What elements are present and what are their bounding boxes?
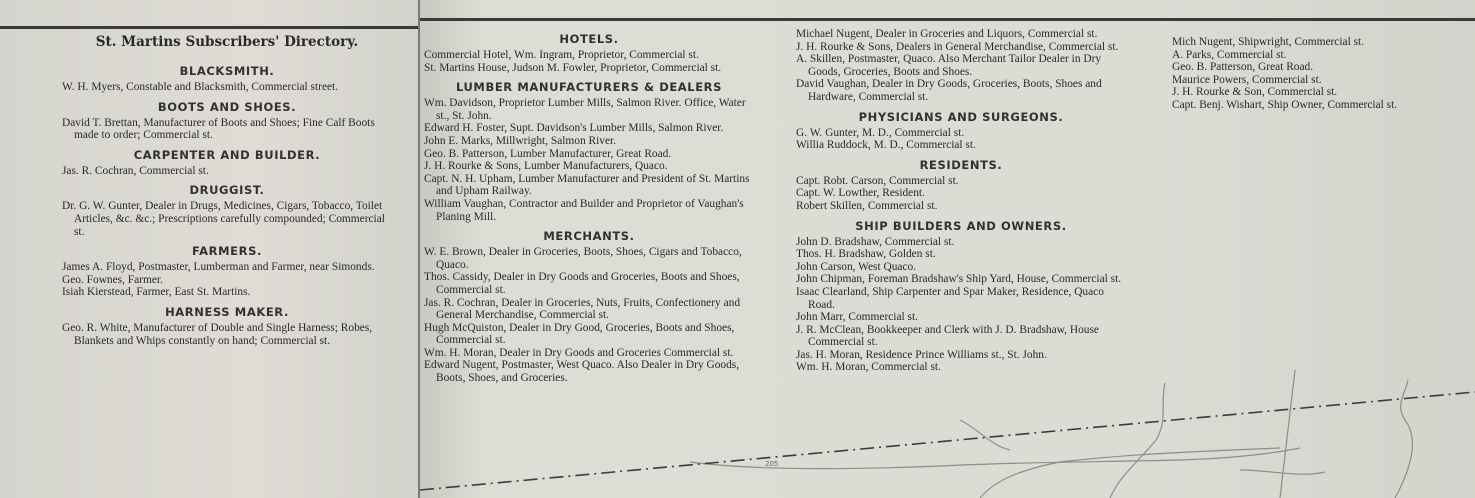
- directory-entry: G. W. Gunter, M. D., Commercial st.: [796, 126, 965, 139]
- map-track: [960, 420, 1010, 450]
- directory-entry: John E. Marks, Millwright, Salmon River.: [424, 134, 617, 147]
- section-heading-farmers: FARMERS.: [192, 244, 262, 259]
- directory-entry: Capt. Benj. Wishart, Ship Owner, Commercial st.: [1172, 98, 1398, 111]
- section-heading-merchants: MERCHANTS.: [543, 229, 635, 244]
- right-page: [420, 0, 1475, 498]
- directory-entry: Mich Nugent, Shipwright, Commercial st.: [1172, 36, 1365, 48]
- directory-entry: Robert Skillen, Commercial st.: [796, 199, 938, 212]
- directory-entry: John Carson, West Quaco.: [796, 260, 917, 273]
- directory-entry: Edward H. Foster, Supt. Davidson's Lumber Mills, Salmon River.: [424, 122, 724, 135]
- directory-entry: J. R. McClean, Bookkeeper and Clerk with J. D. Bradshaw, House Commercial st.: [796, 323, 1099, 349]
- directory-entry: David T. Brettan, Manufacturer of Boots and Shoes; Fine Calf Boots made to order; Commercial st.: [62, 116, 375, 142]
- directory-entry: Willia Ruddock, M. D., Commercial st.: [796, 139, 976, 152]
- directory-entry: Isiah Kierstead, Farmer, East St. Martins.: [62, 286, 251, 299]
- directory-column-4: [1172, 36, 1452, 112]
- directory-entry: Commercial Hotel, Wm. Ingram, Proprietor, Commercial st.: [424, 49, 699, 61]
- railway-dash-line: [420, 392, 1475, 490]
- directory-entry: John Chipman, Foreman Bradshaw's Ship Yard, House, Commercial st.: [796, 273, 1122, 286]
- directory-entry: Thos. Cassidy, Dealer in Dry Goods and Groceries, Boots and Shoes, Commercial st.: [424, 271, 740, 296]
- section-heading-harness-maker: HARNESS MAKER.: [165, 304, 289, 319]
- directory-entry: Geo. R. White, Manufacturer of Double and Single Harness; Robes, Blankets and Whips constantly on hand; Commercial st.: [62, 321, 373, 347]
- section-heading-hotels: HOTELS.: [559, 32, 619, 46]
- directory-entry: Thos. H. Bradshaw, Golden st.: [796, 248, 936, 261]
- directory-entry: John D. Bradshaw, Commercial st.: [796, 235, 955, 248]
- section-heading-physicians-and-surgeons: PHYSICIANS AND SURGEONS.: [858, 109, 1064, 124]
- directory-entry: Maurice Powers, Commercial st.: [1172, 73, 1322, 86]
- directory-entry: Edward Nugent, Postmaster, West Quaco. Also Dealer in Dry Goods, Boots, Shoes, and Groceries.: [424, 359, 740, 385]
- directory-entry: Hugh McQuiston, Dealer in Dry Good, Groceries, Boots and Shoes, Commercial st.: [424, 321, 735, 347]
- directory-entry: William Vaughan, Contractor and Builder and Proprietor of Vaughan's Planing Mill.: [424, 197, 744, 223]
- directory-entry: David Vaughan, Dealer in Dry Goods, Groceries, Boots, Shoes and Hardware, Commercial st.: [796, 78, 1102, 103]
- directory-column-3: [796, 28, 1126, 374]
- directory-entry: A. Parks, Commercial st.: [1172, 48, 1287, 61]
- section-heading-lumber-manufacturers-dealers: LUMBER MANUFACTURERS & DEALERS: [455, 80, 723, 95]
- directory-entry: J. H. Rourke & Son, Commercial st.: [1172, 86, 1338, 99]
- directory-entry: Capt. W. Lowther, Resident.: [796, 187, 925, 200]
- directory-entry: Isaac Clearland, Ship Carpenter and Spar Maker, Residence, Quaco Road.: [796, 285, 1104, 311]
- top-rule: [0, 26, 418, 29]
- directory-entry: John Marr, Commercial st.: [796, 311, 918, 324]
- section-heading-blacksmith: BLACKSMITH.: [179, 64, 275, 78]
- directory-entry: Geo. B. Patterson, Lumber Manufacturer, Great Road.: [424, 147, 672, 160]
- directory-entry: St. Martins House, Judson M. Fowler, Proprietor, Commercial st.: [424, 61, 722, 74]
- section-heading-residents: RESIDENTS.: [919, 157, 1003, 172]
- map-boundary: [1280, 370, 1295, 498]
- directory-column-1: [62, 34, 392, 347]
- left-page: [0, 0, 418, 498]
- map-stream: [1110, 383, 1165, 498]
- map-lines: [690, 370, 1412, 498]
- map-river: [980, 448, 1280, 498]
- directory-column-2: [424, 26, 754, 385]
- directory-entry: Geo. B. Patterson, Great Road.: [1172, 61, 1314, 74]
- section-heading-druggist: DRUGGIST.: [189, 183, 265, 198]
- directory-entry: Michael Nugent, Dealer in Groceries and Liquors, Commercial st.: [796, 28, 1098, 40]
- section-heading-boots-and-shoes: BOOTS AND SHOES.: [157, 99, 297, 114]
- directory-entry: J. H. Rourke & Sons, Lumber Manufacturers, Quaco.: [424, 160, 668, 173]
- directory-entry: W. E. Brown, Dealer in Groceries, Boots, Shoes, Cigars and Tobacco, Quaco.: [424, 246, 742, 271]
- directory-entry: Wm. H. Moran, Dealer in Dry Goods and Groceries Commercial st.: [424, 346, 734, 359]
- directory-entry: Jas. H. Moran, Residence Prince Williams st., St. John.: [796, 348, 1047, 361]
- directory-entry: A. Skillen, Postmaster, Quaco. Also Merchant Tailor Dealer in Dry Goods, Groceries, Boots and Shoes.: [796, 53, 1102, 78]
- directory-entry: Dr. G. W. Gunter, Dealer in Drugs, Medicines, Cigars, Tobacco, Toilet Articles, &c. &c.; Prescriptions carefully compounded; Commercial st.: [62, 200, 385, 238]
- directory-title: St. Martins Subscribers' Directory.: [95, 34, 359, 50]
- directory-entry: W. H. Myers, Constable and Blacksmith, Commercial street.: [62, 81, 339, 93]
- directory-entry: Wm. Davidson, Proprietor Lumber Mills, Salmon River. Office, Water st., St. John.: [424, 97, 746, 122]
- directory-entry: Jas. R. Cochran, Commercial st.: [62, 164, 209, 177]
- section-heading-carpenter-and-builder: CARPENTER AND BUILDER.: [133, 147, 321, 162]
- directory-entry: James A. Floyd, Postmaster, Lumberman and Farmer, near Simonds.: [62, 261, 375, 274]
- directory-entry: Capt. N. H. Upham, Lumber Manufacturer and President of St. Martins and Upham Railway.: [424, 172, 750, 198]
- section-heading-ship-builders-and-owners: SHIP BUILDERS AND OWNERS.: [855, 218, 1067, 233]
- directory-entry: Capt. Robt. Carson, Commercial st.: [796, 174, 959, 187]
- directory-entry: Geo. Fownes, Farmer.: [62, 273, 163, 286]
- directory-entry: Jas. R. Cochran, Dealer in Groceries, Nuts, Fruits, Confectionery and General Merchandise, Commercial st.: [424, 296, 741, 322]
- directory-entry: J. H. Rourke & Sons, Dealers in General Merchandise, Commercial st.: [796, 40, 1119, 53]
- directory-entry: Wm. H. Moran, Commercial st.: [796, 361, 941, 374]
- map-label: 205: [765, 460, 779, 468]
